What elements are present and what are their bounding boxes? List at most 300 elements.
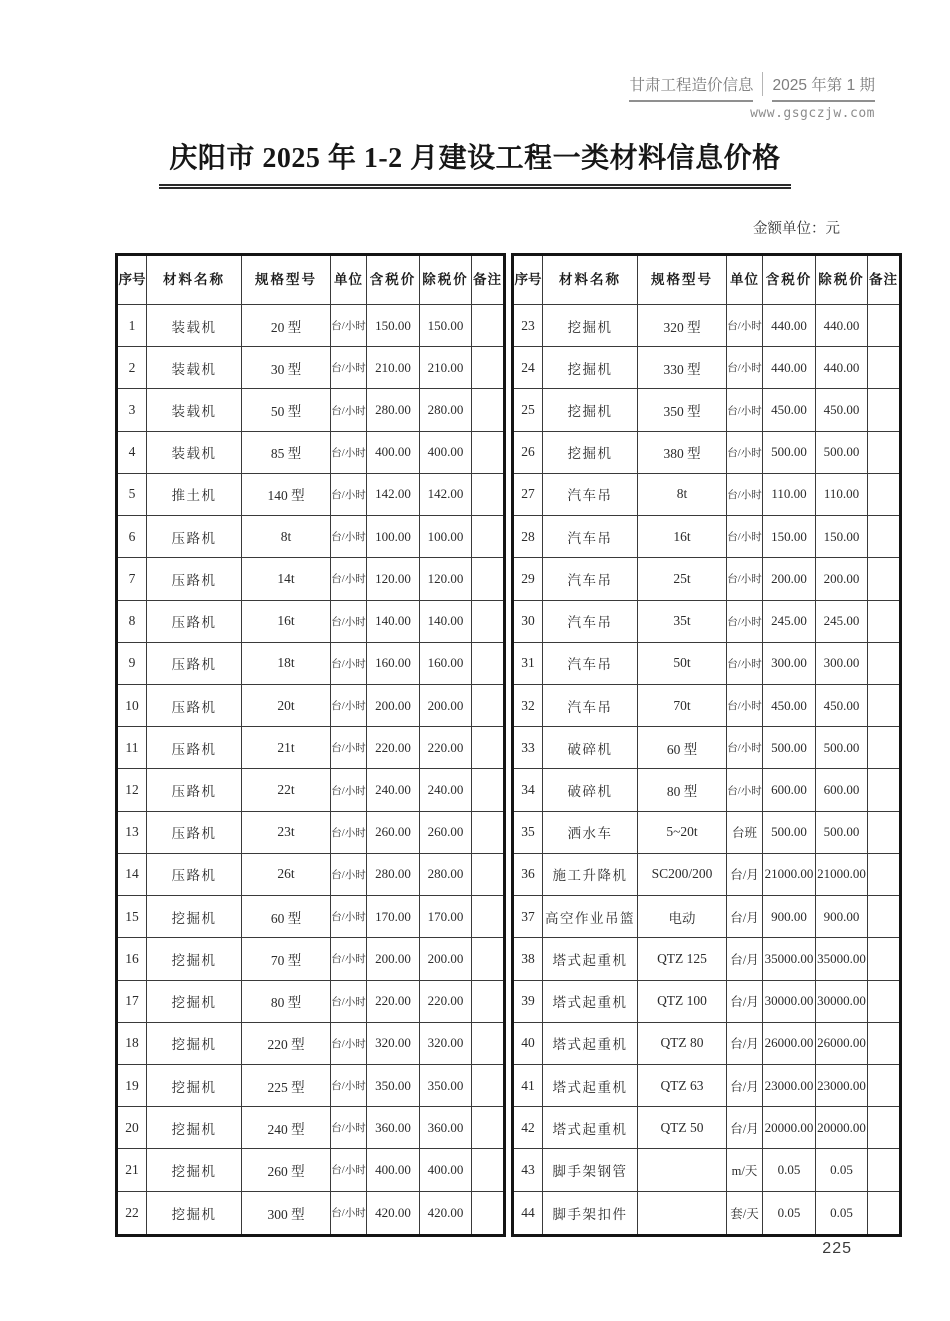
- cell-no: 23: [513, 305, 543, 347]
- table-row: [513, 896, 901, 938]
- cell-price-notax: 26000.00: [816, 1022, 868, 1064]
- cell-price-tax: 260.00: [367, 811, 420, 853]
- cell-remark: [472, 1191, 505, 1235]
- cell-no: 16: [117, 938, 147, 980]
- cell-spec: 8t: [638, 473, 727, 515]
- cell-unit: 台/小时: [331, 642, 367, 684]
- cell-price-tax: 300.00: [763, 642, 816, 684]
- table-row: [117, 431, 505, 473]
- cell-spec: [638, 1191, 727, 1235]
- cell-price-notax: 35000.00: [816, 938, 868, 980]
- cell-remark: [868, 853, 901, 895]
- cell-remark: [472, 1064, 505, 1106]
- cell-price-notax: 320.00: [420, 1022, 472, 1064]
- table-row: [513, 389, 901, 431]
- cell-price-notax: 300.00: [816, 642, 868, 684]
- cell-material: 挖掘机: [147, 1022, 242, 1064]
- cell-no: 36: [513, 853, 543, 895]
- cell-price-notax: 100.00: [420, 516, 472, 558]
- table-row: [117, 811, 505, 853]
- col-header-unit: 单位: [727, 255, 763, 305]
- cell-spec: SC200/200: [638, 853, 727, 895]
- cell-price-tax: 320.00: [367, 1022, 420, 1064]
- cell-spec: QTZ 100: [638, 980, 727, 1022]
- cell-price-notax: 360.00: [420, 1107, 472, 1149]
- cell-no: 29: [513, 558, 543, 600]
- cell-price-notax: 500.00: [816, 431, 868, 473]
- cell-remark: [472, 727, 505, 769]
- cell-price-tax: 280.00: [367, 389, 420, 431]
- cell-material: 挖掘机: [147, 938, 242, 980]
- cell-price-tax: 120.00: [367, 558, 420, 600]
- cell-unit: m/天: [727, 1149, 763, 1191]
- cell-no: 41: [513, 1064, 543, 1106]
- cell-unit: 台/小时: [727, 600, 763, 642]
- cell-price-tax: 350.00: [367, 1064, 420, 1106]
- cell-remark: [472, 896, 505, 938]
- cell-price-notax: 150.00: [816, 516, 868, 558]
- cell-price-notax: 200.00: [420, 938, 472, 980]
- cell-price-tax: 400.00: [367, 1149, 420, 1191]
- cell-price-tax: 440.00: [763, 305, 816, 347]
- cell-price-tax: 26000.00: [763, 1022, 816, 1064]
- cell-no: 43: [513, 1149, 543, 1191]
- cell-remark: [472, 811, 505, 853]
- table-row: [513, 1191, 901, 1235]
- cell-spec: 35t: [638, 600, 727, 642]
- cell-unit: 台班: [727, 811, 763, 853]
- table-row: [117, 516, 505, 558]
- table-row: [117, 305, 505, 347]
- cell-no: 27: [513, 473, 543, 515]
- cell-unit: 台/小时: [331, 1149, 367, 1191]
- col-header-price-tax: 含税价: [367, 255, 420, 305]
- cell-spec: 350 型: [638, 389, 727, 431]
- table-row: [117, 1191, 505, 1235]
- cell-price-tax: 0.05: [763, 1149, 816, 1191]
- cell-no: 39: [513, 980, 543, 1022]
- cell-price-tax: 450.00: [763, 684, 816, 726]
- cell-material: 汽车吊: [543, 642, 638, 684]
- cell-material: 汽车吊: [543, 558, 638, 600]
- cell-spec: 26t: [242, 853, 331, 895]
- cell-no: 3: [117, 389, 147, 431]
- cell-spec: 60 型: [242, 896, 331, 938]
- cell-no: 8: [117, 600, 147, 642]
- cell-remark: [472, 389, 505, 431]
- cell-price-notax: 220.00: [420, 727, 472, 769]
- journal-masthead: [629, 72, 875, 121]
- cell-unit: 台/小时: [331, 1191, 367, 1235]
- cell-price-notax: 240.00: [420, 769, 472, 811]
- cell-material: 挖掘机: [147, 1191, 242, 1235]
- cell-no: 30: [513, 600, 543, 642]
- cell-price-notax: 245.00: [816, 600, 868, 642]
- cell-unit: 台/小时: [331, 1064, 367, 1106]
- cell-price-notax: 160.00: [420, 642, 472, 684]
- masthead-line: [629, 72, 875, 102]
- cell-spec: [638, 1149, 727, 1191]
- cell-unit: 台/小时: [331, 389, 367, 431]
- table-row: [513, 1149, 901, 1191]
- cell-price-notax: 500.00: [816, 727, 868, 769]
- cell-unit: 台/小时: [727, 558, 763, 600]
- cell-unit: 台/月: [727, 938, 763, 980]
- cell-price-tax: 500.00: [763, 431, 816, 473]
- cell-remark: [868, 1191, 901, 1235]
- cell-no: 42: [513, 1107, 543, 1149]
- table-row: [513, 811, 901, 853]
- cell-spec: 23t: [242, 811, 331, 853]
- cell-no: 34: [513, 769, 543, 811]
- cell-spec: 140 型: [242, 473, 331, 515]
- cell-price-notax: 30000.00: [816, 980, 868, 1022]
- cell-unit: 台/小时: [331, 473, 367, 515]
- cell-material: 装载机: [147, 389, 242, 431]
- table-row: [513, 347, 901, 389]
- journal-issue: 2025 年第 1 期: [772, 73, 875, 102]
- cell-remark: [472, 1107, 505, 1149]
- cell-no: 22: [117, 1191, 147, 1235]
- cell-material: 脚手架扣件: [543, 1191, 638, 1235]
- cell-unit: 台/小时: [331, 896, 367, 938]
- cell-no: 28: [513, 516, 543, 558]
- cell-price-tax: 220.00: [367, 980, 420, 1022]
- table-row: [117, 389, 505, 431]
- cell-price-tax: 200.00: [367, 938, 420, 980]
- cell-price-notax: 260.00: [420, 811, 472, 853]
- cell-no: 31: [513, 642, 543, 684]
- cell-spec: 20 型: [242, 305, 331, 347]
- col-header-spec: 规格型号: [242, 255, 331, 305]
- cell-material: 挖掘机: [147, 1064, 242, 1106]
- cell-unit: 台/小时: [331, 1107, 367, 1149]
- cell-remark: [868, 1022, 901, 1064]
- table-row: [513, 1022, 901, 1064]
- col-header-remark: 备注: [472, 255, 505, 305]
- cell-material: 高空作业吊篮: [543, 896, 638, 938]
- cell-no: 24: [513, 347, 543, 389]
- cell-material: 破碎机: [543, 769, 638, 811]
- table-row: [117, 1149, 505, 1191]
- cell-price-tax: 21000.00: [763, 853, 816, 895]
- cell-remark: [868, 1149, 901, 1191]
- table-row: [513, 473, 901, 515]
- cell-price-tax: 500.00: [763, 727, 816, 769]
- cell-material: 压路机: [147, 684, 242, 726]
- table-row: [513, 1064, 901, 1106]
- cell-spec: 电动: [638, 896, 727, 938]
- cell-spec: 30 型: [242, 347, 331, 389]
- cell-remark: [868, 769, 901, 811]
- cell-remark: [472, 684, 505, 726]
- cell-price-notax: 440.00: [816, 347, 868, 389]
- table-row: [513, 684, 901, 726]
- cell-spec: QTZ 50: [638, 1107, 727, 1149]
- cell-price-tax: 20000.00: [763, 1107, 816, 1149]
- cell-price-tax: 600.00: [763, 769, 816, 811]
- cell-remark: [472, 305, 505, 347]
- cell-material: 挖掘机: [543, 305, 638, 347]
- cell-price-tax: 110.00: [763, 473, 816, 515]
- col-header-remark: 备注: [868, 255, 901, 305]
- header-row: [117, 255, 505, 305]
- cell-remark: [868, 558, 901, 600]
- table-row: [117, 1107, 505, 1149]
- cell-price-notax: 23000.00: [816, 1064, 868, 1106]
- cell-price-tax: 360.00: [367, 1107, 420, 1149]
- cell-remark: [472, 853, 505, 895]
- cell-remark: [868, 1064, 901, 1106]
- cell-unit: 台/小时: [331, 600, 367, 642]
- cell-unit: 台/小时: [331, 431, 367, 473]
- cell-no: 6: [117, 516, 147, 558]
- cell-material: 压路机: [147, 642, 242, 684]
- cell-material: 压路机: [147, 727, 242, 769]
- cell-spec: 21t: [242, 727, 331, 769]
- cell-no: 15: [117, 896, 147, 938]
- cell-unit: 台/小时: [331, 938, 367, 980]
- table-row: [513, 642, 901, 684]
- table-row: [117, 1022, 505, 1064]
- cell-price-notax: 20000.00: [816, 1107, 868, 1149]
- cell-price-tax: 23000.00: [763, 1064, 816, 1106]
- cell-material: 挖掘机: [543, 389, 638, 431]
- cell-remark: [868, 347, 901, 389]
- cell-remark: [472, 516, 505, 558]
- table-row: [117, 473, 505, 515]
- cell-remark: [472, 1022, 505, 1064]
- cell-spec: QTZ 63: [638, 1064, 727, 1106]
- cell-price-notax: 440.00: [816, 305, 868, 347]
- cell-material: 汽车吊: [543, 600, 638, 642]
- page-number: 225: [822, 1240, 852, 1257]
- cell-remark: [472, 347, 505, 389]
- cell-no: 37: [513, 896, 543, 938]
- col-header-unit: 单位: [331, 255, 367, 305]
- cell-spec: 260 型: [242, 1149, 331, 1191]
- cell-no: 25: [513, 389, 543, 431]
- cell-material: 破碎机: [543, 727, 638, 769]
- cell-no: 44: [513, 1191, 543, 1235]
- cell-material: 施工升降机: [543, 853, 638, 895]
- cell-price-notax: 200.00: [816, 558, 868, 600]
- page-title: 庆阳市 2025 年 1-2 月建设工程一类材料信息价格: [159, 136, 790, 189]
- cell-unit: 台/月: [727, 853, 763, 895]
- cell-remark: [868, 473, 901, 515]
- cell-price-tax: 220.00: [367, 727, 420, 769]
- cell-price-notax: 140.00: [420, 600, 472, 642]
- cell-unit: 台/小时: [331, 853, 367, 895]
- table-row: [513, 727, 901, 769]
- cell-price-tax: 450.00: [763, 389, 816, 431]
- table-row: [117, 980, 505, 1022]
- cell-material: 塔式起重机: [543, 938, 638, 980]
- cell-spec: 5~20t: [638, 811, 727, 853]
- cell-no: 4: [117, 431, 147, 473]
- table-row: [513, 305, 901, 347]
- cell-price-notax: 0.05: [816, 1191, 868, 1235]
- cell-material: 装载机: [147, 305, 242, 347]
- cell-remark: [868, 938, 901, 980]
- cell-unit: 台/月: [727, 1022, 763, 1064]
- cell-spec: 14t: [242, 558, 331, 600]
- cell-price-notax: 450.00: [816, 684, 868, 726]
- table-row: [513, 769, 901, 811]
- cell-spec: 70 型: [242, 938, 331, 980]
- cell-material: 挖掘机: [543, 431, 638, 473]
- price-table-right: [511, 253, 902, 1237]
- cell-unit: 台/小时: [727, 516, 763, 558]
- cell-price-tax: 240.00: [367, 769, 420, 811]
- cell-unit: 台/小时: [727, 727, 763, 769]
- journal-name: 甘肃工程造价信息: [629, 73, 753, 102]
- cell-price-notax: 350.00: [420, 1064, 472, 1106]
- cell-material: 推土机: [147, 473, 242, 515]
- cell-remark: [472, 600, 505, 642]
- cell-price-tax: 200.00: [367, 684, 420, 726]
- cell-remark: [868, 305, 901, 347]
- cell-price-tax: 900.00: [763, 896, 816, 938]
- cell-material: 装载机: [147, 347, 242, 389]
- cell-remark: [472, 431, 505, 473]
- cell-material: 塔式起重机: [543, 1107, 638, 1149]
- cell-price-tax: 500.00: [763, 811, 816, 853]
- cell-unit: 台/小时: [727, 642, 763, 684]
- table-row: [117, 558, 505, 600]
- cell-unit: 台/小时: [727, 769, 763, 811]
- unit-note: 金额单位：元: [753, 221, 840, 237]
- cell-no: 32: [513, 684, 543, 726]
- cell-material: 压路机: [147, 769, 242, 811]
- cell-no: 7: [117, 558, 147, 600]
- cell-no: 20: [117, 1107, 147, 1149]
- cell-spec: 80 型: [242, 980, 331, 1022]
- masthead-divider: [762, 72, 763, 96]
- cell-price-notax: 280.00: [420, 389, 472, 431]
- cell-remark: [868, 642, 901, 684]
- cell-unit: 台/小时: [331, 769, 367, 811]
- cell-no: 35: [513, 811, 543, 853]
- cell-remark: [868, 684, 901, 726]
- col-header-price-notax: 除税价: [420, 255, 472, 305]
- cell-spec: 225 型: [242, 1064, 331, 1106]
- cell-no: 21: [117, 1149, 147, 1191]
- cell-no: 19: [117, 1064, 147, 1106]
- cell-spec: 300 型: [242, 1191, 331, 1235]
- price-tables: [115, 253, 902, 1237]
- cell-no: 2: [117, 347, 147, 389]
- cell-price-notax: 400.00: [420, 431, 472, 473]
- col-header-no: 序号: [513, 255, 543, 305]
- cell-unit: 台/小时: [727, 431, 763, 473]
- cell-price-tax: 245.00: [763, 600, 816, 642]
- cell-no: 17: [117, 980, 147, 1022]
- cell-unit: 台/小时: [331, 811, 367, 853]
- cell-material: 挖掘机: [147, 896, 242, 938]
- cell-price-tax: 280.00: [367, 853, 420, 895]
- cell-unit: 台/月: [727, 1107, 763, 1149]
- cell-price-tax: 160.00: [367, 642, 420, 684]
- cell-remark: [868, 727, 901, 769]
- cell-price-tax: 150.00: [763, 516, 816, 558]
- cell-spec: 320 型: [638, 305, 727, 347]
- cell-unit: 台/小时: [331, 558, 367, 600]
- cell-remark: [868, 516, 901, 558]
- cell-price-notax: 220.00: [420, 980, 472, 1022]
- table-row: [513, 853, 901, 895]
- cell-material: 压路机: [147, 516, 242, 558]
- cell-no: 10: [117, 684, 147, 726]
- cell-spec: 25t: [638, 558, 727, 600]
- table-row: [117, 769, 505, 811]
- cell-remark: [868, 896, 901, 938]
- cell-material: 汽车吊: [543, 684, 638, 726]
- cell-spec: 240 型: [242, 1107, 331, 1149]
- cell-no: 12: [117, 769, 147, 811]
- cell-no: 40: [513, 1022, 543, 1064]
- cell-price-notax: 500.00: [816, 811, 868, 853]
- cell-unit: 台/小时: [331, 727, 367, 769]
- cell-price-tax: 100.00: [367, 516, 420, 558]
- cell-price-tax: 140.00: [367, 600, 420, 642]
- cell-unit: 台/小时: [727, 305, 763, 347]
- cell-spec: 22t: [242, 769, 331, 811]
- cell-spec: 8t: [242, 516, 331, 558]
- cell-spec: 330 型: [638, 347, 727, 389]
- cell-material: 压路机: [147, 558, 242, 600]
- cell-price-tax: 142.00: [367, 473, 420, 515]
- cell-no: 18: [117, 1022, 147, 1064]
- cell-no: 9: [117, 642, 147, 684]
- cell-price-tax: 30000.00: [763, 980, 816, 1022]
- cell-no: 33: [513, 727, 543, 769]
- cell-unit: 台/月: [727, 896, 763, 938]
- cell-remark: [868, 1107, 901, 1149]
- table-row: [513, 558, 901, 600]
- cell-no: 1: [117, 305, 147, 347]
- cell-material: 挖掘机: [543, 347, 638, 389]
- cell-material: 压路机: [147, 600, 242, 642]
- cell-material: 汽车吊: [543, 473, 638, 515]
- cell-price-notax: 420.00: [420, 1191, 472, 1235]
- header-row: [513, 255, 901, 305]
- table-row: [117, 896, 505, 938]
- cell-spec: 16t: [242, 600, 331, 642]
- cell-no: 13: [117, 811, 147, 853]
- cell-remark: [868, 600, 901, 642]
- cell-material: 塔式起重机: [543, 980, 638, 1022]
- cell-material: 装载机: [147, 431, 242, 473]
- table-row: [117, 600, 505, 642]
- title-area: [0, 136, 950, 189]
- cell-spec: 380 型: [638, 431, 727, 473]
- cell-spec: 18t: [242, 642, 331, 684]
- cell-price-tax: 170.00: [367, 896, 420, 938]
- cell-spec: 50t: [638, 642, 727, 684]
- cell-no: 38: [513, 938, 543, 980]
- table-row: [117, 347, 505, 389]
- cell-price-notax: 900.00: [816, 896, 868, 938]
- cell-unit: 台/月: [727, 980, 763, 1022]
- cell-unit: 台/小时: [331, 980, 367, 1022]
- cell-unit: 台/小时: [727, 347, 763, 389]
- cell-spec: 16t: [638, 516, 727, 558]
- cell-material: 脚手架钢管: [543, 1149, 638, 1191]
- cell-price-notax: 110.00: [816, 473, 868, 515]
- col-header-no: 序号: [117, 255, 147, 305]
- cell-spec: QTZ 80: [638, 1022, 727, 1064]
